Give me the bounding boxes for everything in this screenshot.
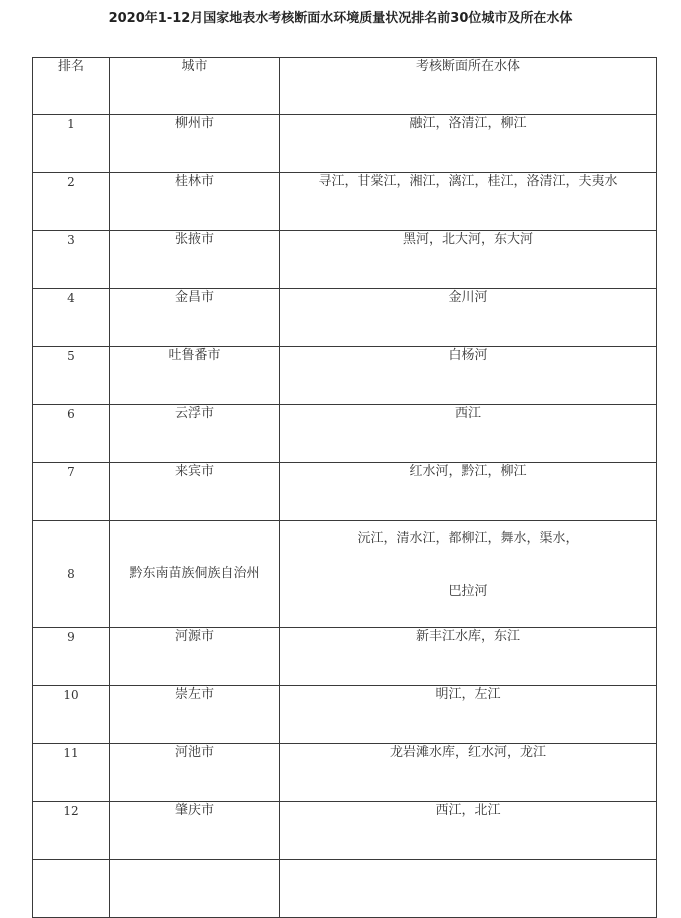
water-body-cell xyxy=(280,744,657,802)
city-cell: 河池市 xyxy=(110,744,280,802)
page-title: 2020年1-12月国家地表水考核断面水环境质量状况排名前30位城市及所在水体 xyxy=(108,11,573,26)
rank-cell: 9 xyxy=(33,628,110,686)
table-row xyxy=(33,686,657,744)
water-body-text: 西江 xyxy=(454,406,481,421)
table-row xyxy=(33,744,657,802)
city-cell: 柳州市 xyxy=(110,115,280,173)
water-body-cell xyxy=(280,686,657,744)
header-water-body: 考核断面所在水体 xyxy=(280,58,657,115)
rank-cell: 5 xyxy=(33,347,110,405)
city-cell: 黔东南苗族侗族自治州 xyxy=(110,521,280,628)
table-row xyxy=(33,289,657,347)
rank-cell: 12 xyxy=(33,802,110,860)
water-body-cell xyxy=(280,860,657,918)
water-body-cell xyxy=(280,115,657,173)
table-row xyxy=(33,802,657,860)
water-body-cell xyxy=(280,802,657,860)
header-city: 城市 xyxy=(110,58,280,115)
water-body-cell xyxy=(280,289,657,347)
rank-cell: 10 xyxy=(33,686,110,744)
rank-cell xyxy=(33,860,110,918)
water-body-cell xyxy=(280,628,657,686)
city-cell: 桂林市 xyxy=(110,173,280,231)
city-cell: 崇左市 xyxy=(110,686,280,744)
rank-cell: 4 xyxy=(33,289,110,347)
water-body-text: 西江，北江 xyxy=(435,803,501,818)
water-body-cell xyxy=(280,347,657,405)
city-cell: 吐鲁番市 xyxy=(110,347,280,405)
table-header-row xyxy=(33,58,657,115)
water-body-text: 融江，洛清江，柳江 xyxy=(409,116,527,131)
water-body-text: 寻江，甘棠江，湘江，漓江，桂江，洛清江，夫夷水 xyxy=(318,174,618,189)
rank-cell: 6 xyxy=(33,405,110,463)
water-body-cell xyxy=(280,521,657,628)
table-row xyxy=(33,231,657,289)
water-body-cell xyxy=(280,463,657,521)
ranking-table xyxy=(32,57,657,918)
city-cell: 云浮市 xyxy=(110,405,280,463)
water-body-text: 巴拉河 xyxy=(448,584,488,599)
city-cell: 肇庆市 xyxy=(110,802,280,860)
table-row xyxy=(33,521,657,628)
water-body-text: 红水河，黔江，柳江 xyxy=(409,464,527,479)
table-row xyxy=(33,628,657,686)
header-rank: 排名 xyxy=(33,58,110,115)
city-cell xyxy=(110,860,280,918)
rank-cell: 8 xyxy=(33,521,110,628)
city-cell: 来宾市 xyxy=(110,463,280,521)
water-body-cell xyxy=(280,405,657,463)
water-body-text: 金川河 xyxy=(448,290,488,305)
table-row xyxy=(33,347,657,405)
water-body-text: 白杨河 xyxy=(448,348,488,363)
water-body-text: 沅江，清水江，都柳江，舞水，渠水， xyxy=(357,531,579,546)
rank-cell: 1 xyxy=(33,115,110,173)
rank-cell: 11 xyxy=(33,744,110,802)
table-row xyxy=(33,173,657,231)
city-cell: 金昌市 xyxy=(110,289,280,347)
water-body-cell xyxy=(280,173,657,231)
water-body-text: 明江，左江 xyxy=(435,687,501,702)
table-row xyxy=(33,115,657,173)
rank-cell: 7 xyxy=(33,463,110,521)
water-body-cell xyxy=(280,231,657,289)
water-body-text: 黑河，北大河，东大河 xyxy=(402,232,533,247)
city-cell: 张掖市 xyxy=(110,231,280,289)
city-cell: 河源市 xyxy=(110,628,280,686)
table-row-partial xyxy=(33,860,657,918)
table-row xyxy=(33,463,657,521)
rank-cell: 3 xyxy=(33,231,110,289)
table-row xyxy=(33,405,657,463)
water-body-text: 龙岩滩水库，红水河，龙江 xyxy=(389,745,546,760)
water-body-text: 新丰江水库，东江 xyxy=(415,629,520,644)
rank-cell: 2 xyxy=(33,173,110,231)
